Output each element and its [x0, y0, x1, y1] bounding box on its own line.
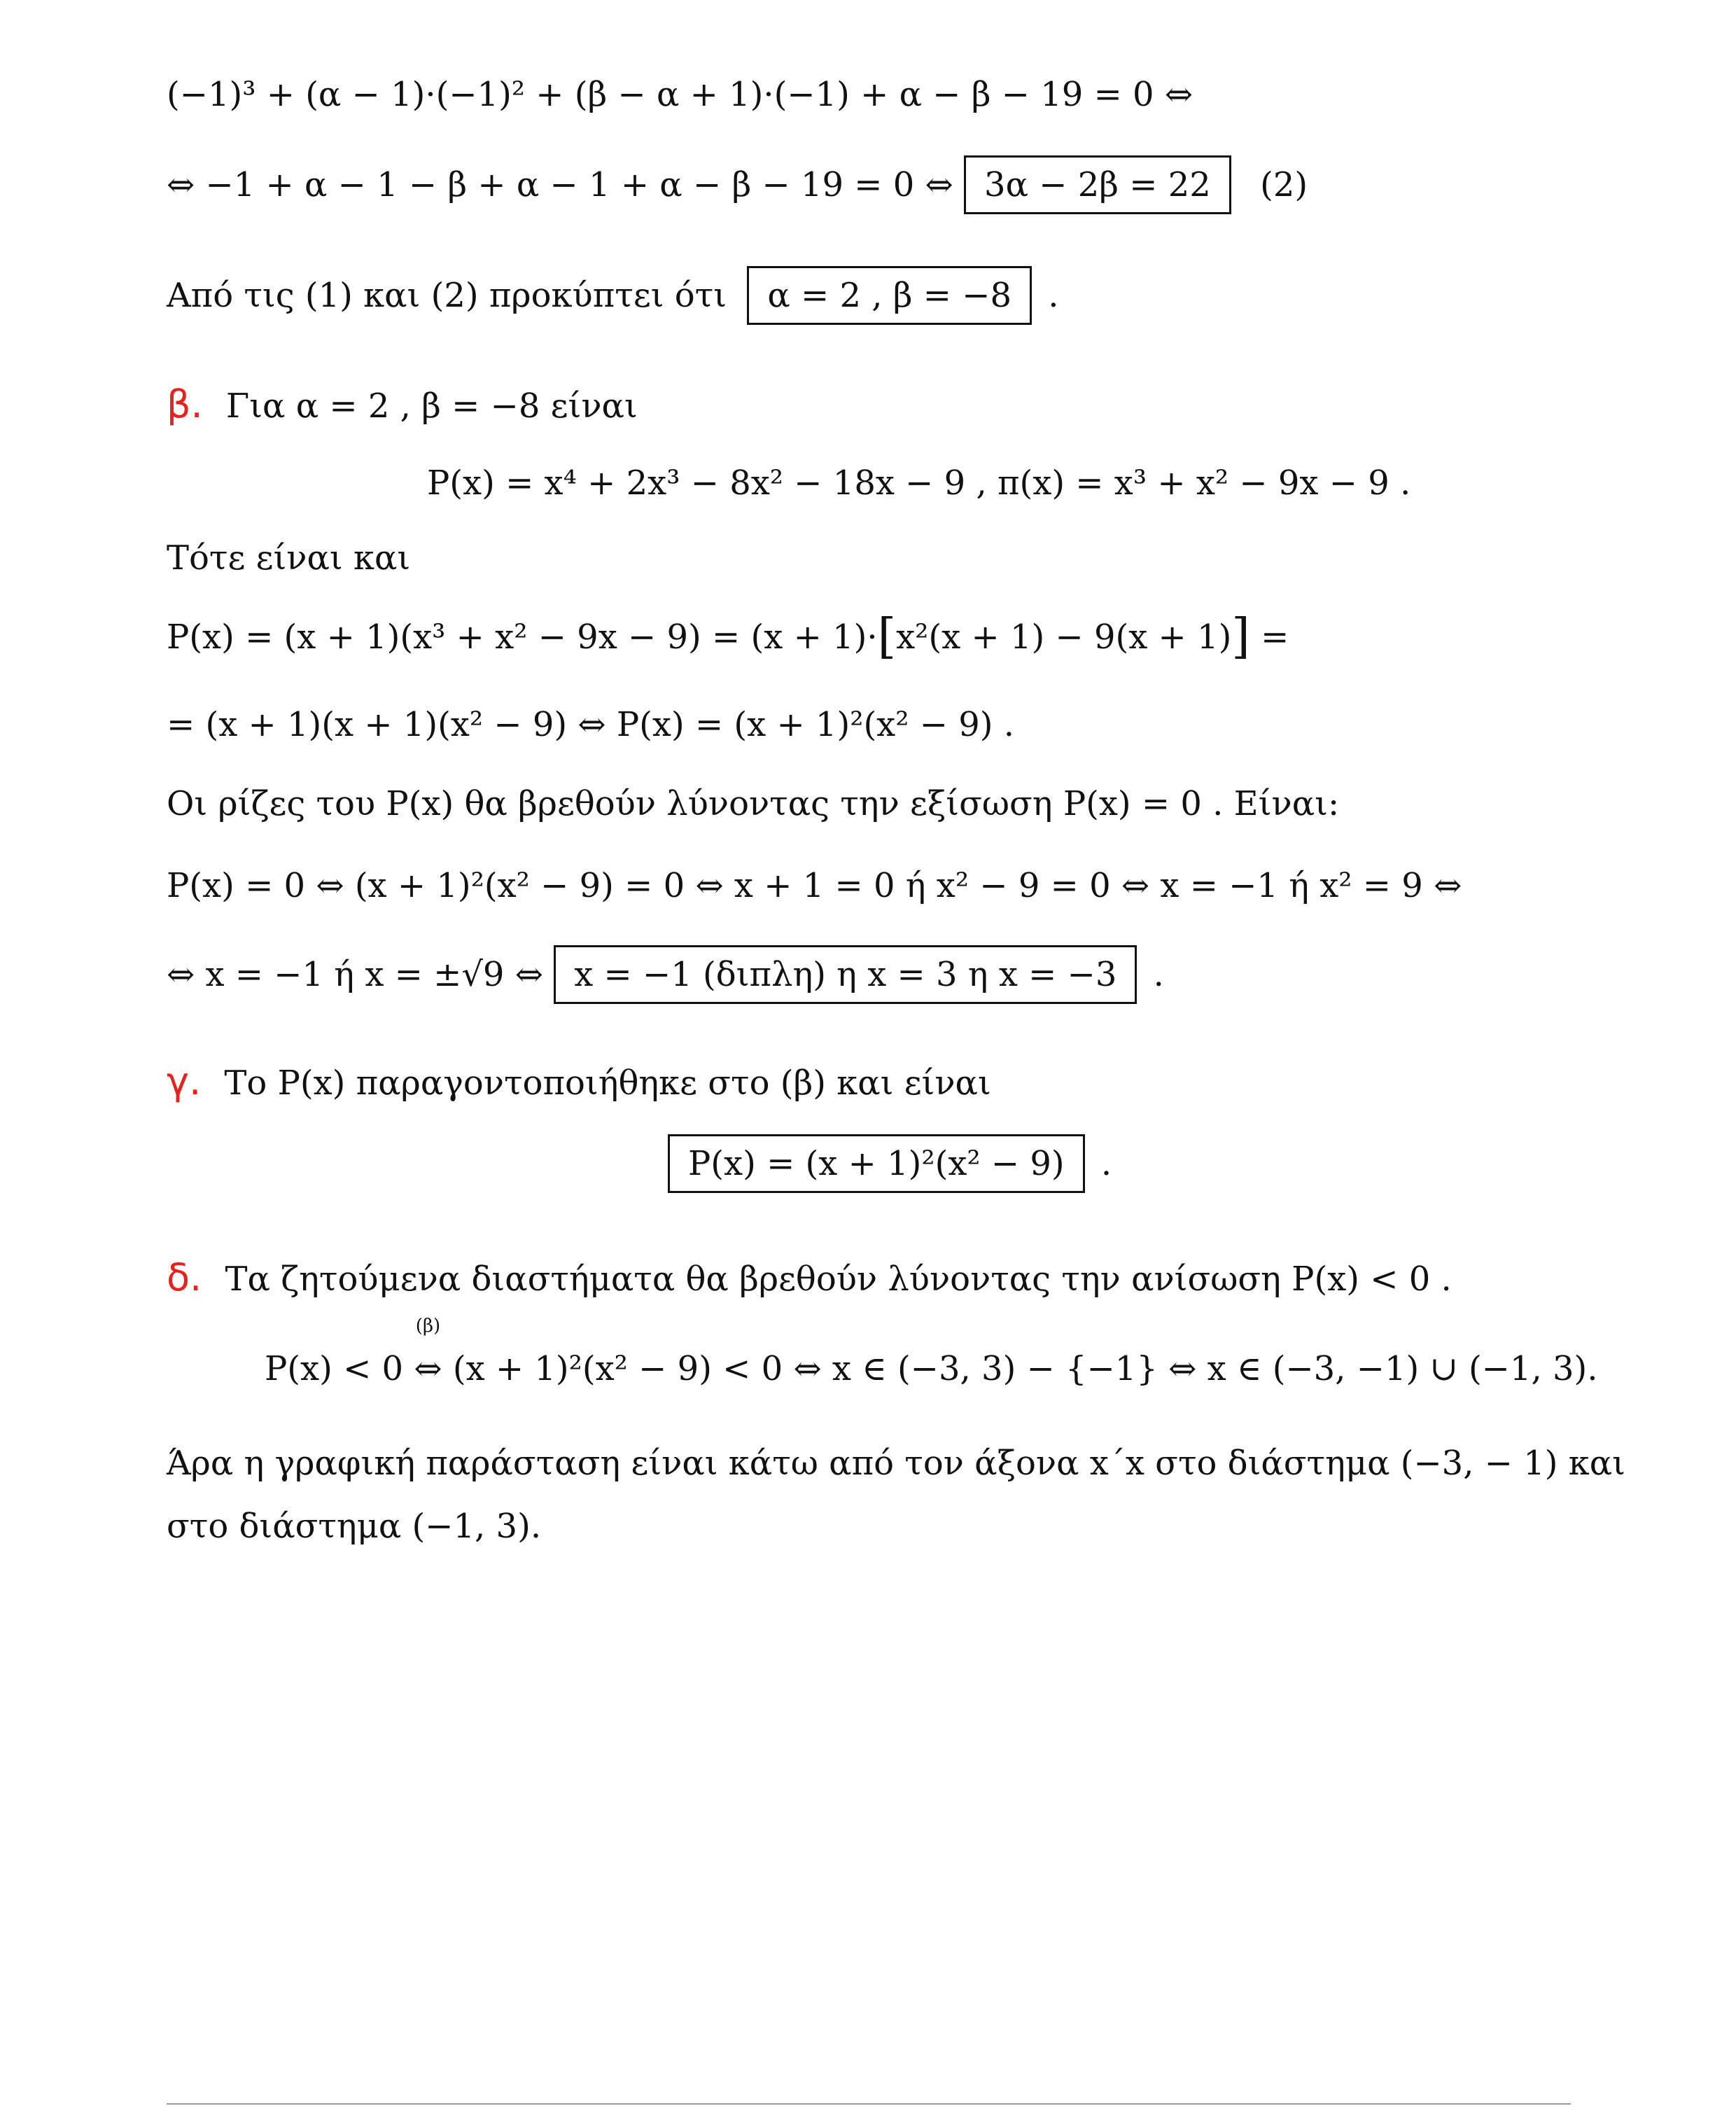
boxed-alpha-beta: α = 2 , β = −8 [747, 266, 1032, 325]
factorization-step-1-inner: x²(x + 1) − 9(x + 1) [896, 618, 1232, 657]
factorization-step-1-equals: = [1261, 618, 1289, 657]
roots-step-2 [167, 945, 1164, 1004]
boxed-roots: x = −1 (διπλη) η x = 3 η x = −3 [554, 945, 1137, 1004]
factored-form [668, 1134, 1112, 1193]
boxed-factored: P(x) = (x + 1)²(x² − 9) [668, 1134, 1085, 1193]
roots-intro: Οι ρίζες του P(x) θα βρεθούν λύνοντας την εξίσωση P(x) = 0 . Είναι: [167, 784, 1340, 823]
roots-step-2-lhs: ⇔ x = −1 ή x = ±√9 ⇔ [167, 955, 543, 994]
then-text: Τότε είναι και [167, 538, 411, 578]
factorization-step-2: = (x + 1)(x + 1)(x² − 9) ⇔ P(x) = (x + 1)²(x² − 9) . [167, 705, 1014, 744]
section-b-intro [167, 384, 638, 427]
factorization-step-1-lhs: P(x) = (x + 1)(x³ + x² − 9x − 9) = (x + 1)· [167, 618, 878, 657]
section-d-label: δ. [167, 1255, 202, 1299]
section-c-text: Το P(x) παραγοντοποιήθηκε στο (β) και είναι [224, 1064, 991, 1103]
final-statement-1: Άρα η γραφική παράσταση είναι κάτω από τον άξονα x΄x στο διάστημα (−3, − 1) και [167, 1444, 1625, 1483]
inequality-lhs: P(x) < 0 [265, 1349, 404, 1388]
polynomials-definition: P(x) = x⁴ + 2x³ − 8x² − 18x − 9 , π(x) = x³ + x² − 9x − 9 . [427, 463, 1411, 503]
overset-arrow [414, 1316, 442, 1390]
left-bracket: [ [877, 609, 897, 664]
right-bracket: ] [1231, 609, 1250, 664]
section-d-text: Τα ζητούμενα διαστήματα θα βρεθούν λύνοντας την ανίσωση P(x) < 0 . [225, 1260, 1452, 1299]
factorization-step-1 [167, 609, 1289, 664]
conclusion-text: Από τις (1) και (2) προκύπτει ότι [167, 276, 727, 315]
overset-ref: (β) [415, 1316, 441, 1337]
roots-period: . [1153, 955, 1164, 994]
final-statement-2: στο διάστημα (−1, 3). [167, 1507, 542, 1546]
section-b-label: β. [167, 382, 203, 426]
section-c-intro [167, 1061, 991, 1104]
equation-2 [167, 155, 1308, 214]
equivalence-arrow: ⇔ [414, 1349, 442, 1388]
boxed-result-2: 3α − 2β = 22 [964, 155, 1231, 214]
section-c-label: γ. [167, 1059, 202, 1103]
section-d-intro [167, 1257, 1452, 1300]
conclusion-a-b [167, 266, 1059, 325]
roots-step-1: P(x) = 0 ⇔ (x + 1)²(x² − 9) = 0 ⇔ x + 1 = 0 ή x² − 9 = 0 ⇔ x = −1 ή x² = 9 ⇔ [167, 866, 1462, 905]
inequality-rest: (x + 1)²(x² − 9) < 0 ⇔ x ∈ (−3, 3) − {−1} ⇔ x ∈ (−3, −1) ∪ (−1, 3). [452, 1349, 1598, 1388]
equation-tag-2: (2) [1260, 165, 1308, 204]
factored-period: . [1100, 1144, 1112, 1183]
equation-substitution: (−1)³ + (α − 1)·(−1)² + (β − α + 1)·(−1) + α − β − 19 = 0 ⇔ [167, 75, 1194, 114]
footer-divider [167, 2103, 1571, 2105]
equation-2-lhs: ⇔ −1 + α − 1 − β + α − 1 + α − β − 19 = 0 ⇔ [167, 165, 953, 204]
inequality-solution [265, 1316, 1598, 1390]
conclusion-period: . [1048, 276, 1059, 315]
section-b-text: Για α = 2 , β = −8 είναι [225, 386, 638, 426]
